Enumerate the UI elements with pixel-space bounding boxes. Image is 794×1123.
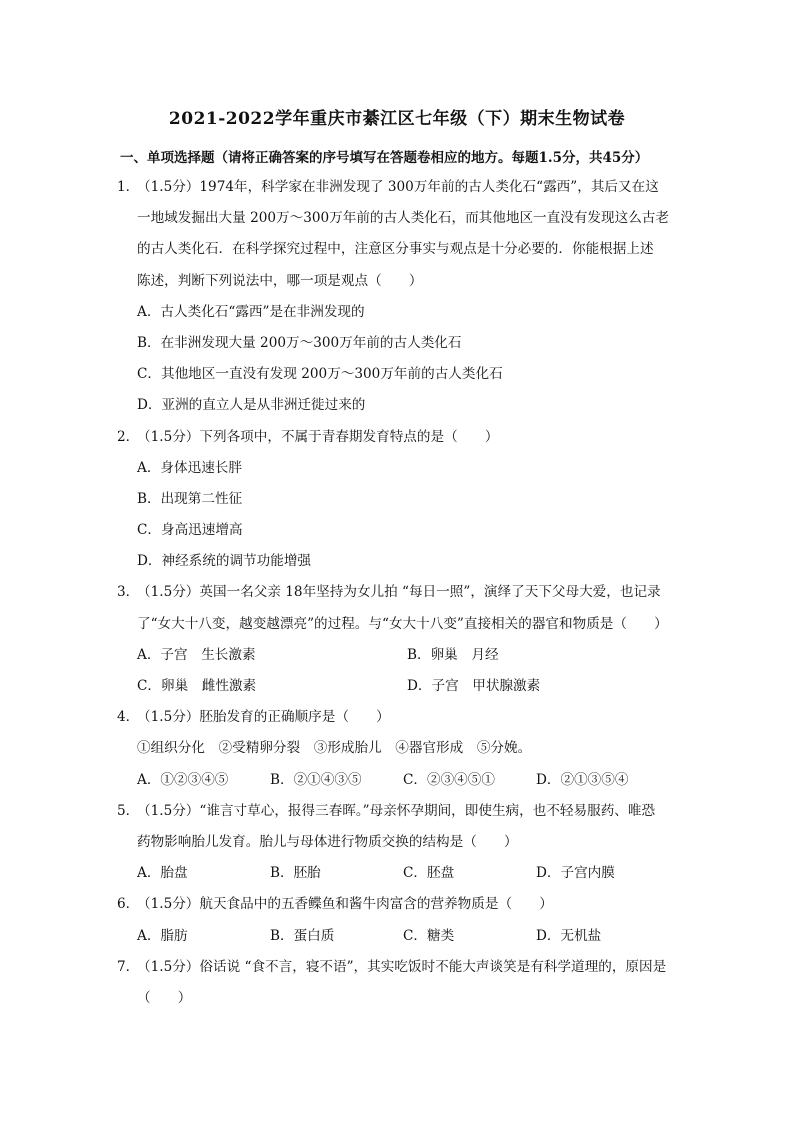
question-text: 了“女大十八变，越变越漂亮”的过程。与“女大十八变”直接相关的器官和物质是（ ） <box>137 615 668 632</box>
option-c: C．糖类 <box>403 927 455 944</box>
question-2 <box>117 422 682 578</box>
section-heading: 一、单项选择题（请将正确答案的序号填写在答题卷相应的地方。每题1.5分，共45分） <box>120 150 649 166</box>
question-5 <box>117 796 682 890</box>
option-b: B．卵巢 月经 <box>407 646 499 663</box>
option-c: C．②③④⑤① <box>403 771 495 788</box>
question-text: 陈述，判断下列说法中，哪一项是观点（ ） <box>137 272 423 289</box>
question-number: 4． <box>117 709 140 726</box>
question-number: 2． <box>117 428 140 445</box>
exam-title: 2021-2022学年重庆市綦江区七年级（下）期末生物试卷 <box>168 109 626 129</box>
question-text: （1.5分）英国一名父亲 18年坚持为女儿拍 “每日一照”，演绎了天下父母大爱，也记录 <box>137 584 661 601</box>
option-d: D．无机盐 <box>536 927 602 944</box>
question-text: （1.5分）俗话说 “食不言，寝不语”，其实吃饭时不能大声谈笑是有科学道理的，原因是 <box>137 958 667 975</box>
question-number: 1． <box>117 179 140 195</box>
question-1 <box>117 172 682 422</box>
question-number: 5． <box>117 802 140 819</box>
question-text: （1.5分）下列各项中，不属于青春期发育特点的是（ ） <box>137 428 499 445</box>
question-number: 6． <box>117 896 140 913</box>
options-row <box>117 765 682 796</box>
question-3 <box>117 577 682 702</box>
question-6 <box>117 889 682 951</box>
question-text: （1.5分）“谁言寸草心，报得三春晖。”母亲怀孕期间，即使生病，也不轻易服药、唯恐 <box>137 802 656 819</box>
process-steps: ①组织分化 ②受精卵分裂 ③形成胎儿 ④器官形成 ⑤分娩。 <box>137 740 532 757</box>
question-7 <box>117 952 682 1014</box>
question-4 <box>117 702 682 796</box>
options-row <box>117 640 682 671</box>
question-number: 7． <box>117 958 140 975</box>
option-a: A．子宫 生长激素 <box>137 646 256 663</box>
option-c: C．卵巢 雌性激素 <box>137 678 257 694</box>
options-row <box>117 858 682 889</box>
option-a: A．①②③④⑤ <box>137 771 229 788</box>
option-b: B．蛋白质 <box>270 927 335 944</box>
option-d: D．②①③⑤④ <box>536 771 629 788</box>
option-a: A．胎盘 <box>137 865 188 882</box>
question-text: （1.5分）1974年，科学家在非洲发现了 300万年前的古人类化石“露西”，其后又在这 <box>137 179 659 195</box>
question-text: 药物影响胎儿发育。胎儿与母体进行物质交换的结构是（ ） <box>137 833 518 850</box>
option-a: A．脂肪 <box>137 927 188 944</box>
question-text: （ ） <box>137 989 192 1006</box>
option-a: A．古人类化石“露西”是在非洲发现的 <box>137 303 365 320</box>
options-row <box>117 671 682 702</box>
option-b: B．②①④③⑤ <box>270 771 362 788</box>
question-text: 一地域发掘出大量 200万～300万年前的古人类化石，而其他地区一直没有发现这么古老 <box>137 210 669 227</box>
question-text: （1.5分）航天食品中的五香鲽鱼和酱牛肉富含的营养物质是（ ） <box>137 896 553 913</box>
question-number: 3． <box>117 584 140 601</box>
option-b: B．在非洲发现大量 200万～300万年前的古人类化石 <box>137 334 462 351</box>
question-text: （1.5分）胚胎发育的正确顺序是（ ） <box>137 709 390 726</box>
option-d: D．神经系统的调节功能增强 <box>137 553 312 570</box>
option-c: C．其他地区一直没有发现 200万～300万年前的古人类化石 <box>137 366 503 383</box>
question-text: 的古人类化石．在科学探究过程中，注意区分事实与观点是十分必要的．你能根据上述 <box>137 241 654 258</box>
questions-list <box>117 172 682 1014</box>
options-row <box>117 921 682 952</box>
option-b: B．胚胎 <box>270 865 321 882</box>
option-d: D．子宫 甲状腺激素 <box>407 678 541 694</box>
option-c: C．身高迅速增高 <box>137 522 243 539</box>
option-d: D．亚洲的直立人是从非洲迁徙过来的 <box>137 397 366 414</box>
option-a: A．身体迅速长胖 <box>137 459 242 476</box>
option-b: B．出现第二性征 <box>137 490 243 507</box>
option-c: C．胚盘 <box>403 865 455 882</box>
option-d: D．子宫内膜 <box>536 865 615 882</box>
